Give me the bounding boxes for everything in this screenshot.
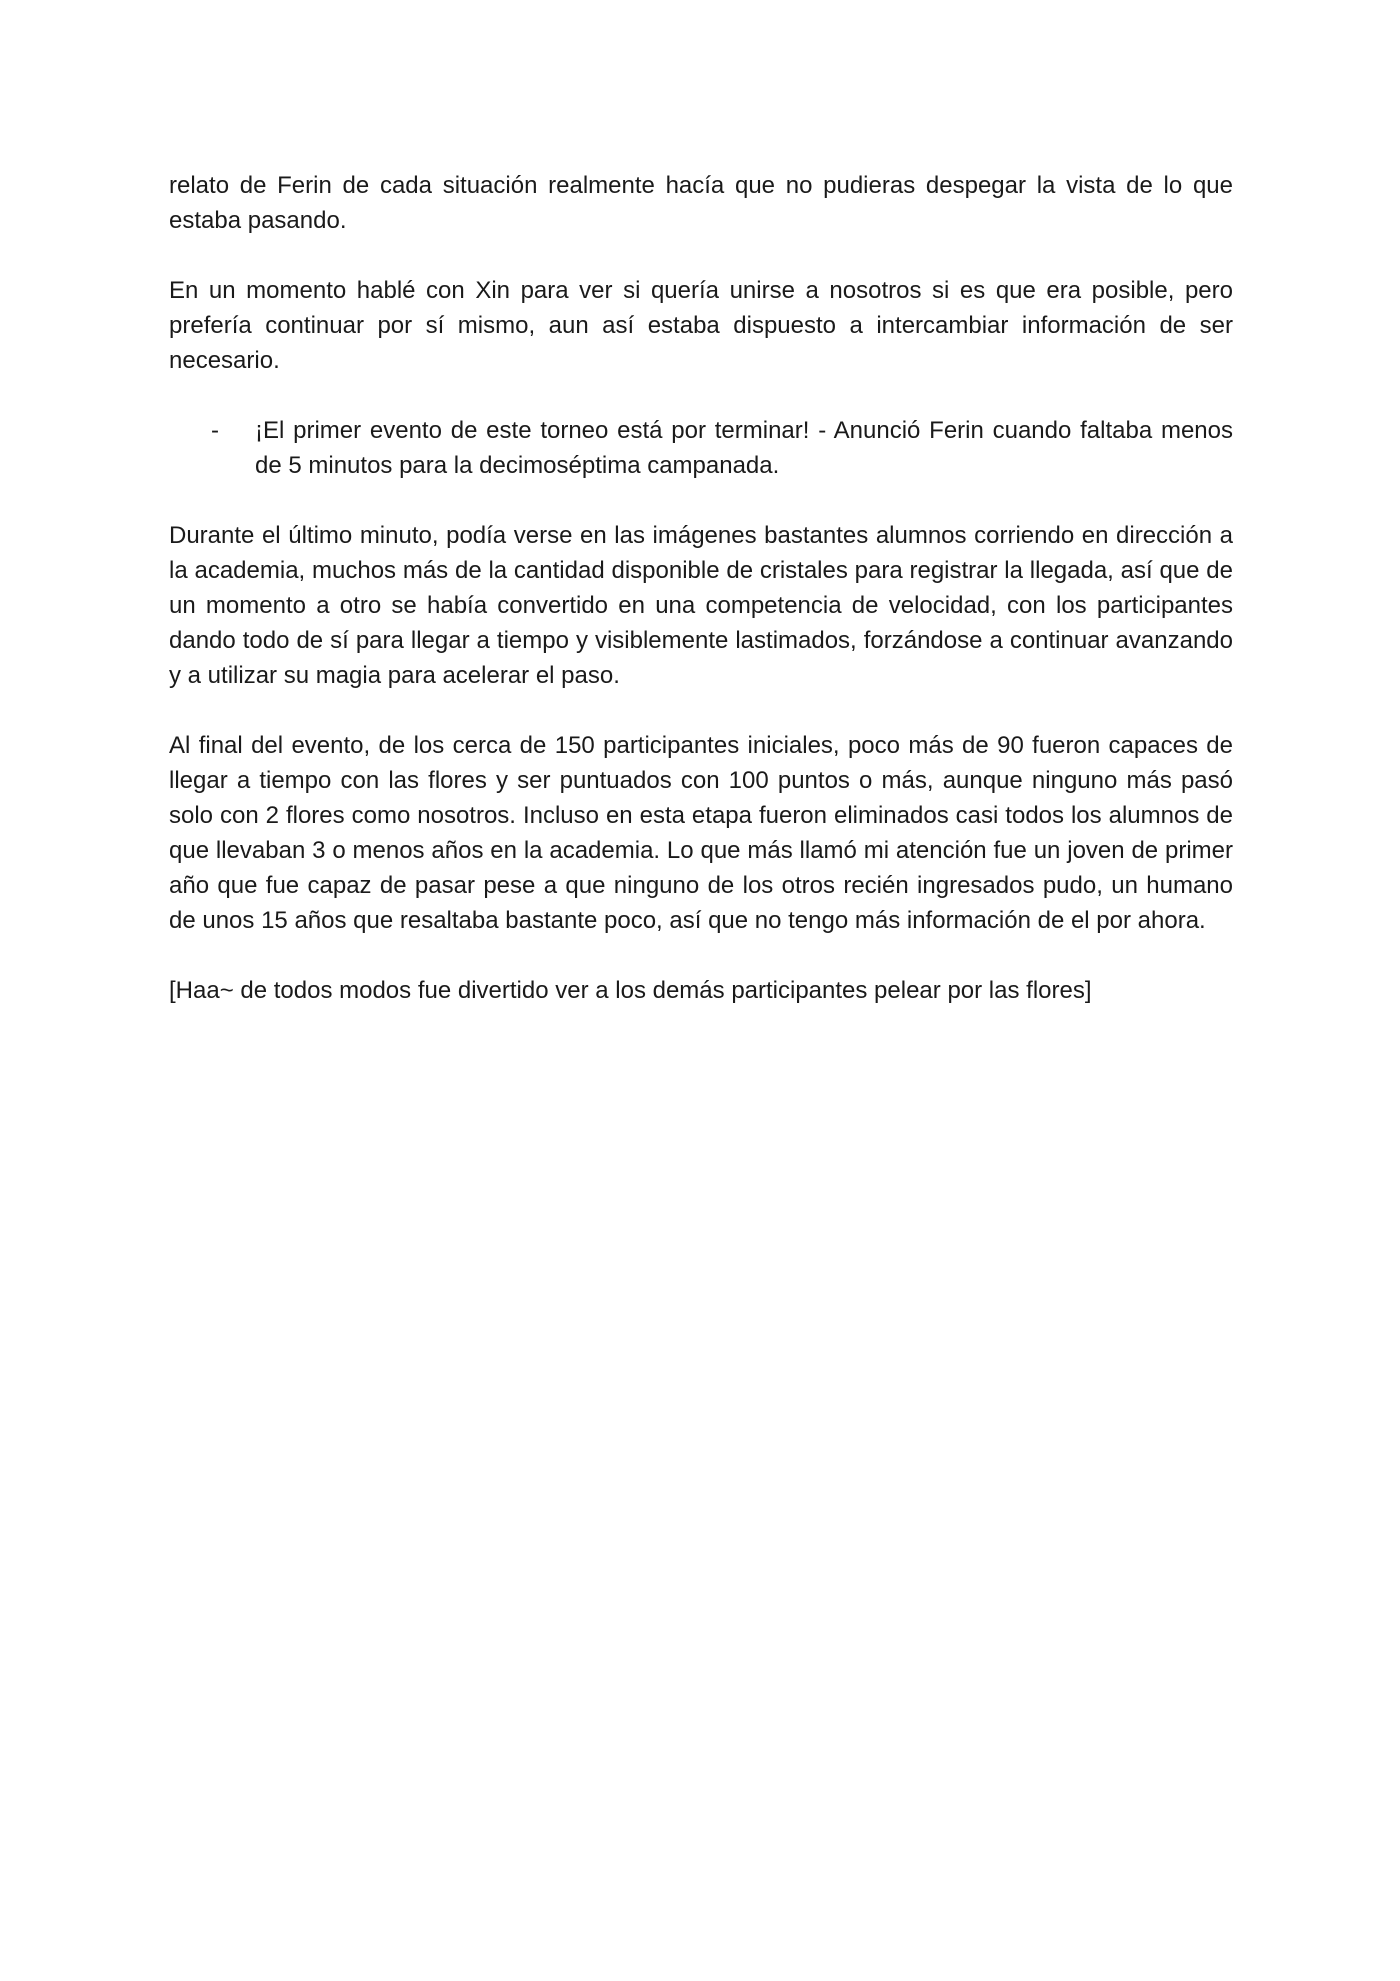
dialogue-ferin-announcement [169,413,1233,483]
dialogue-dash: - [211,417,219,444]
paragraph-event-results: Al final del evento, de los cerca de 150 participantes iniciales, poco más de 90 fueron capaces de llegar a tiempo con las flores y ser puntuados con 100 puntos o más, aunque ninguno más pasó solo con 2 flores como nosotros. Incluso en esta etapa fueron eliminados casi todos los alumnos de que llevaban 3 o menos años en la academia. Lo que más llamó mi atención fue un joven de primer año que fue capaz de pasar pese a que ninguno de los otros recién ingresados pudo, un humano de unos 15 años que resaltaba bastante poco, así que no tengo más información de el por ahora. [169,732,1233,934]
paragraph-last-minute: Durante el último minuto, podía verse en las imágenes bastantes alumnos corriendo en dirección a la academia, muchos más de la cantidad disponible de cristales para registrar la llegada, así que de un momento a otro se había convertido en una competencia de velocidad, con los participantes dando todo de sí para llegar a tiempo y visiblemente lastimados, forzándose a continuar avanzando y a utilizar su magia para acelerar el paso. [169,522,1233,689]
paragraph-ferin-narration: relato de Ferin de cada situación realmente hacía que no pudieras despegar la vista de lo que estaba pasando. [169,172,1233,234]
document-body [169,168,1233,1043]
paragraph-talk-with-xin: En un momento hablé con Xin para ver si quería unirse a nosotros si es que era posible, pero prefería continuar por sí mismo, aun así estaba dispuesto a intercambiar información de ser necesario. [169,277,1233,374]
paragraph-closing-thought: [Haa~ de todos modos fue divertido ver a los demás participantes pelear por las flores] [169,977,1092,1004]
dialogue-text: ¡El primer evento de este torneo está por terminar! - Anunció Ferin cuando faltaba menos de 5 minutos para la decimoséptima campanada. [255,417,1233,479]
